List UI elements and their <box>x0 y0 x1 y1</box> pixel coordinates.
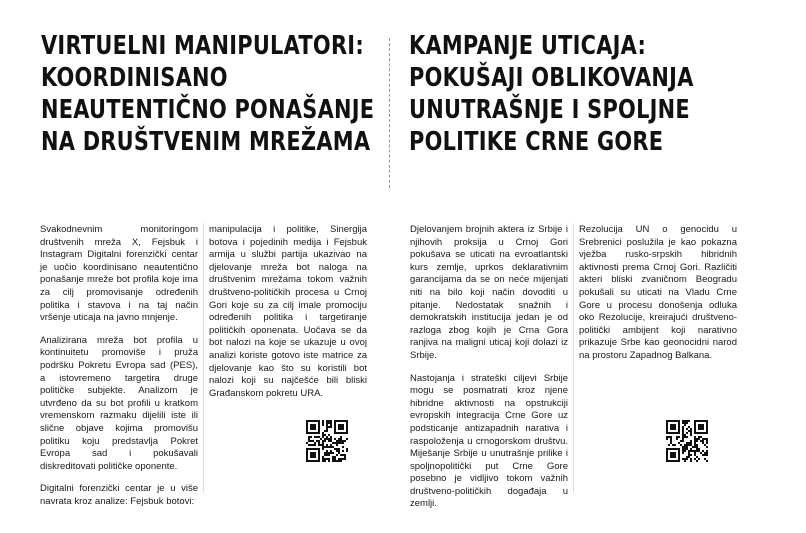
paragraph: Svakodnevnim monitoringom društvenih mreža X, Fejsbuk i Instagram Digitalni forenzički centar je uočio koordinisano neautentično ponašanje mreže bot profila koje ima za cilj promovisanje određenih politika i stavova i na taj način vršenje uticaja na javno mnjenje. <box>40 224 198 324</box>
title-line: VIRTUELNI MANIPULATORI: <box>41 31 364 61</box>
paragraph: Analizirana mreža bot profila u kontinuitetu promoviše i pruža podršku Pokretu Evropa sad (PES), a istovremeno targetira druge političke subjekte. Analizom je utvrđeno da su bot profili u kratkom vremenskom razmaku dijelili iste ili slične objave kojima promovišu politiku koju predstavlja Pokret Evropa sad i pokušavali diskreditovati političke oponente. <box>40 334 198 472</box>
column-divider <box>573 223 574 493</box>
paragraph: Digitalni forenzički centar je u više navrata kroz analize: Fejsbuk botovi: <box>40 483 198 507</box>
title-line: NA DRUŠTVENIM MREŽAMA <box>41 127 371 157</box>
qr-code-icon[interactable] <box>666 420 708 462</box>
paragraph: Rezolucija UN o genocidu u Srebrenici poslužila je kao pokazna vježba rusko-srpskih hibridnih aktivnosti prema Crnoj Gori. Različiti akteri bliski zvaničnom Beogradu pokušali su uticati na Vladu Crne Gore u procesu donošenja odluka oko Rezolucije, kreirajući društveno-politički ambijent koji narativno prikazuje Srbe kao geonocidni narod na prostoru Zapadnog Balkana. <box>579 224 737 361</box>
right-page <box>403 0 806 533</box>
title-line: KOORDINISANO <box>41 63 228 93</box>
right-page-title <box>409 30 694 158</box>
title-line: KAMPANJE UTICAJA: <box>409 31 647 61</box>
title-line: NEAUTENTIČNO PONAŠANJE <box>41 95 375 125</box>
left-column-1 <box>40 224 198 518</box>
paragraph: manipulacija i politike, Sinergija botova i pojedinih medija i Fejsbuk armija u službi partija ukazivao na djelovanje mreža bot naloga na društvenim mrežama tokom važnih društveno-političkih procesa u Crnoj Gori koje su za cilj imale promociju određenih politika i targetiranje političkih oponenata. Uočava se da bot nalozi na koje se ukazuje u ovoj analizi koriste gotovo iste matrice za djelovanje kao što su koristili bot nalozi koji su najčešće bili bliski Građanskom pokretu URA. <box>209 224 367 399</box>
title-line: POLITIKE CRNE GORE <box>409 127 664 157</box>
title-line: POKUŠAJI OBLIKOVANJA <box>409 63 694 93</box>
right-column-1 <box>410 224 568 521</box>
right-column-2 <box>579 224 737 373</box>
left-column-2 <box>209 224 367 410</box>
paragraph: Nastojanja i strateški ciljevi Srbije mogu se posmatrati kroz njene hibridne aktivnosti na opstrukciji evropskih integracija Crne Gore uz podsticanje antizapadnih narativa i raspoloženja u crnogorskom društvu. Miješanje Srbije u unutrašnje prilike i spoljnopolitički put Crne Gore posebno je vidljivo tokom važnih društveno-političkih događaja u zemlji. <box>410 372 568 510</box>
left-page-title <box>41 30 374 158</box>
column-divider <box>203 223 204 493</box>
qr-code-icon[interactable] <box>306 420 348 462</box>
paragraph: Djelovanjem brojnih aktera iz Srbije i njihovih proksija u Crnoj Gori pokušava se uticati na evroatlantski kurs zemlje, uprkos deklarativnim garancijama da se on neće mijenjati niti na bilo koji način dovoditi u pitanje. Nedostatak snažnih i demokratskih institucija jedan je od razloga zbog kojih je Crna Gora ranjiva na maligni uticaj koji dolazi iz Srbije. <box>410 224 568 361</box>
page-divider <box>389 38 390 188</box>
title-line: UNUTRAŠNJE I SPOLJNE <box>409 95 690 125</box>
